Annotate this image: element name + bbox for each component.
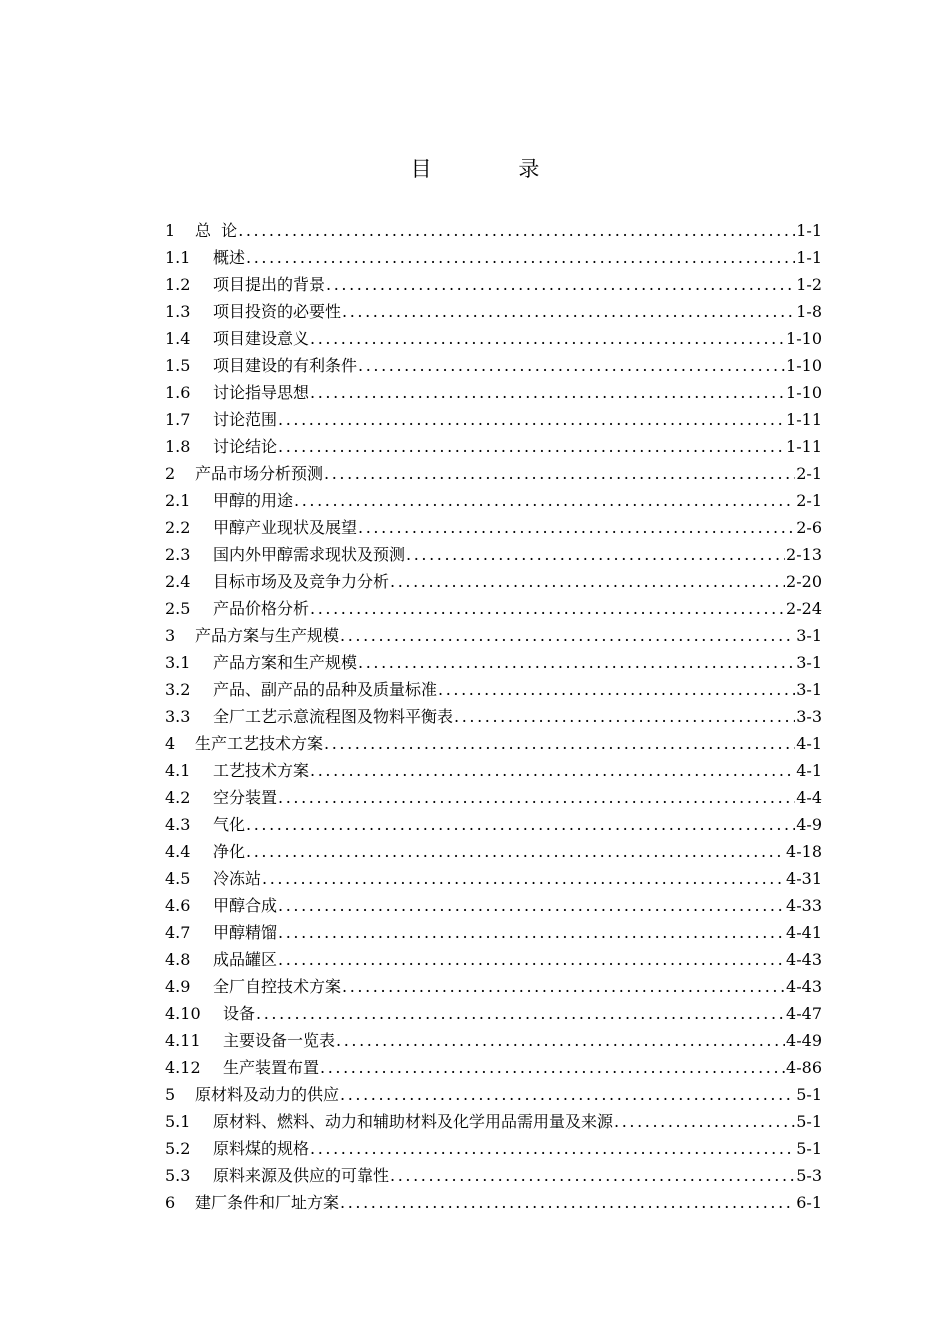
toc-entry-page: 1-10 — [786, 356, 822, 375]
toc-entry-number: 4.11 — [165, 1031, 201, 1050]
toc-leader-dots — [358, 649, 795, 676]
toc-entry-number: 1.1 — [165, 248, 191, 267]
toc-leader-dots — [246, 838, 785, 865]
toc-entry[interactable] — [165, 1081, 822, 1108]
toc-entry[interactable] — [165, 757, 822, 784]
toc-entry[interactable] — [165, 703, 822, 730]
toc-leader-dots — [340, 1081, 795, 1108]
toc-entry-number: 4.10 — [165, 1004, 201, 1023]
toc-leader-dots — [340, 1189, 795, 1216]
toc-entry-page: 4-43 — [786, 950, 822, 969]
toc-entry-page: 3-1 — [796, 680, 822, 699]
toc-entry-page: 5-3 — [796, 1166, 822, 1185]
toc-entry[interactable] — [165, 865, 822, 892]
toc-leader-dots — [278, 919, 785, 946]
toc-entry[interactable] — [165, 379, 822, 406]
toc-leader-dots — [278, 892, 785, 919]
toc-entry-page: 4-49 — [786, 1031, 822, 1050]
toc-entry-title: 产品价格分析 — [213, 599, 310, 618]
toc-entry-page: 5-1 — [796, 1139, 822, 1158]
toc-leader-dots — [294, 487, 795, 514]
toc-entry-page: 4-33 — [786, 896, 822, 915]
toc-entry-page: 4-1 — [796, 761, 822, 780]
toc-leader-dots — [262, 865, 785, 892]
toc-entry[interactable] — [165, 406, 822, 433]
toc-entry-title: 全厂自控技术方案 — [213, 977, 342, 996]
toc-entry-number: 1.3 — [165, 302, 191, 321]
toc-entry-page: 2-1 — [796, 464, 822, 483]
toc-entry[interactable] — [165, 1027, 822, 1054]
toc-leader-dots — [454, 703, 795, 730]
toc-leader-dots — [358, 352, 785, 379]
toc-entry-number: 4.12 — [165, 1058, 201, 1077]
toc-leader-dots — [340, 622, 795, 649]
toc-entry-number: 2.2 — [165, 518, 191, 537]
toc-leader-dots — [342, 298, 795, 325]
toc-entry-number: 4.7 — [165, 923, 191, 942]
toc-entry-title: 原料来源及供应的可靠性 — [213, 1166, 390, 1185]
toc-entry-page: 4-4 — [796, 788, 822, 807]
toc-entry-page: 2-24 — [786, 599, 822, 618]
toc-leader-dots — [278, 406, 785, 433]
toc-entry[interactable] — [165, 1054, 822, 1081]
toc-leader-dots — [336, 1027, 785, 1054]
toc-entry-number: 4.6 — [165, 896, 191, 915]
toc-entry-number: 1.2 — [165, 275, 191, 294]
toc-entry-number: 1.4 — [165, 329, 191, 348]
toc-entry-number: 2.5 — [165, 599, 191, 618]
toc-entry-title: 甲醇产业现状及展望 — [213, 518, 358, 537]
toc-entry-title: 建厂条件和厂址方案 — [195, 1193, 340, 1212]
toc-entry[interactable] — [165, 1162, 822, 1189]
toc-entry-title: 产品方案与生产规模 — [195, 626, 340, 645]
toc-entry-number: 6 — [165, 1193, 176, 1212]
toc-entry-page: 1-11 — [786, 437, 822, 456]
toc-entry-page: 3-3 — [796, 707, 822, 726]
toc-entry-number: 1.5 — [165, 356, 191, 375]
toc-entry-title: 概述 — [213, 248, 246, 267]
toc-leader-dots — [390, 568, 785, 595]
toc-entry[interactable] — [165, 838, 822, 865]
toc-leader-dots — [278, 946, 785, 973]
toc-entry[interactable] — [165, 1189, 822, 1216]
toc-entry-title: 项目提出的背景 — [213, 275, 326, 294]
toc-entry[interactable] — [165, 730, 822, 757]
toc-entry-page: 1-11 — [786, 410, 822, 429]
toc-leader-dots — [256, 1000, 785, 1027]
toc-entry-title: 全厂工艺示意流程图及物料平衡表 — [213, 707, 454, 726]
toc-entry-title: 原材料及动力的供应 — [195, 1085, 340, 1104]
toc-entry-title: 冷冻站 — [213, 869, 262, 888]
toc-entry[interactable] — [165, 514, 822, 541]
toc-entry-title: 国内外甲醇需求现状及预测 — [213, 545, 406, 564]
toc-entry-page: 1-10 — [786, 383, 822, 402]
toc-entry-title: 原料煤的规格 — [213, 1139, 310, 1158]
toc-entry[interactable] — [165, 1135, 822, 1162]
toc-entry-title: 净化 — [213, 842, 246, 861]
toc-list — [165, 217, 822, 1216]
toc-entry[interactable] — [165, 811, 822, 838]
toc-entry-page: 1-2 — [796, 275, 822, 294]
toc-entry-page: 4-43 — [786, 977, 822, 996]
toc-leader-dots — [324, 460, 795, 487]
toc-entry-page: 4-31 — [786, 869, 822, 888]
toc-title: 目 录 — [410, 157, 580, 181]
toc-entry-page: 4-86 — [786, 1058, 822, 1077]
toc-entry-number: 4.4 — [165, 842, 191, 861]
toc-entry[interactable] — [165, 1108, 822, 1135]
toc-entry-number: 1.7 — [165, 410, 191, 429]
toc-entry[interactable] — [165, 595, 822, 622]
toc-leader-dots — [310, 1135, 795, 1162]
toc-entry-number: 4.8 — [165, 950, 191, 969]
toc-leader-dots — [406, 541, 785, 568]
toc-entry[interactable] — [165, 568, 822, 595]
toc-leader-dots — [310, 379, 785, 406]
toc-entry-title: 甲醇的用途 — [213, 491, 294, 510]
toc-entry-number: 5.1 — [165, 1112, 191, 1131]
toc-leader-dots — [238, 217, 795, 244]
toc-entry-number: 5.3 — [165, 1166, 191, 1185]
toc-entry-number: 4 — [165, 734, 176, 753]
toc-entry[interactable] — [165, 622, 822, 649]
toc-entry[interactable] — [165, 487, 822, 514]
toc-leader-dots — [324, 730, 795, 757]
toc-entry-page: 2-1 — [796, 491, 822, 510]
toc-entry[interactable] — [165, 946, 822, 973]
toc-entry-number: 4.9 — [165, 977, 191, 996]
toc-entry-title: 原材料、燃料、动力和辅助材料及化学用品需用量及来源 — [213, 1112, 614, 1131]
toc-leader-dots — [320, 1054, 785, 1081]
toc-entry-title: 空分装置 — [213, 788, 278, 807]
toc-entry-number: 3.2 — [165, 680, 191, 699]
toc-entry-title: 项目建设意义 — [213, 329, 310, 348]
toc-entry[interactable] — [165, 541, 822, 568]
toc-entry-number: 5.2 — [165, 1139, 191, 1158]
toc-entry-page: 1-1 — [796, 248, 822, 267]
toc-entry-number: 2.4 — [165, 572, 191, 591]
toc-entry-number: 3 — [165, 626, 176, 645]
toc-entry[interactable] — [165, 325, 822, 352]
toc-entry[interactable] — [165, 784, 822, 811]
toc-entry-number: 2.3 — [165, 545, 191, 564]
toc-entry-page: 2-20 — [786, 572, 822, 591]
toc-entry-page: 1-10 — [786, 329, 822, 348]
toc-entry-number: 4.3 — [165, 815, 191, 834]
toc-entry[interactable] — [165, 352, 822, 379]
toc-entry-page: 5-1 — [796, 1085, 822, 1104]
toc-entry-number: 3.3 — [165, 707, 191, 726]
toc-leader-dots — [278, 784, 795, 811]
toc-leader-dots — [438, 676, 795, 703]
toc-leader-dots — [326, 271, 795, 298]
toc-entry-title: 产品市场分析预测 — [195, 464, 324, 483]
toc-entry[interactable] — [165, 973, 822, 1000]
toc-entry-number: 4.1 — [165, 761, 191, 780]
toc-entry-page: 4-9 — [796, 815, 822, 834]
toc-leader-dots — [358, 514, 795, 541]
toc-entry-title: 产品、副产品的品种及质量标准 — [213, 680, 438, 699]
toc-entry-title: 气化 — [213, 815, 246, 834]
toc-leader-dots — [390, 1162, 795, 1189]
toc-entry-number: 2.1 — [165, 491, 191, 510]
toc-entry-number: 4.5 — [165, 869, 191, 888]
toc-entry-page: 2-13 — [786, 545, 822, 564]
toc-leader-dots — [310, 595, 785, 622]
toc-entry-title: 甲醇精馏 — [213, 923, 278, 942]
toc-entry[interactable] — [165, 649, 822, 676]
toc-entry[interactable] — [165, 676, 822, 703]
toc-entry-number: 5 — [165, 1085, 176, 1104]
toc-entry-number: 3.1 — [165, 653, 191, 672]
toc-entry-title: 甲醇合成 — [213, 896, 278, 915]
toc-entry-title: 项目建设的有利条件 — [213, 356, 358, 375]
toc-entry[interactable] — [165, 460, 822, 487]
toc-entry-title: 产品方案和生产规模 — [213, 653, 358, 672]
toc-entry-page: 1-1 — [796, 221, 822, 240]
toc-entry-title: 项目投资的必要性 — [213, 302, 342, 321]
toc-entry[interactable] — [165, 271, 822, 298]
toc-entry-page: 6-1 — [796, 1193, 822, 1212]
toc-leader-dots — [342, 973, 785, 1000]
toc-entry-number: 1.8 — [165, 437, 191, 456]
toc-entry-page: 3-1 — [796, 653, 822, 672]
toc-entry-page: 3-1 — [796, 626, 822, 645]
toc-entry[interactable] — [165, 244, 822, 271]
toc-entry[interactable] — [165, 217, 822, 244]
toc-entry-title: 生产装置布置 — [223, 1058, 320, 1077]
toc-entry-number: 2 — [165, 464, 176, 483]
toc-entry-title: 生产工艺技术方案 — [195, 734, 324, 753]
toc-entry-page: 4-41 — [786, 923, 822, 942]
toc-entry-page: 1-8 — [796, 302, 822, 321]
toc-entry-page: 4-18 — [786, 842, 822, 861]
toc-entry[interactable] — [165, 298, 822, 325]
toc-entry-number: 1.6 — [165, 383, 191, 402]
toc-entry-number: 1 — [165, 221, 176, 240]
toc-entry[interactable] — [165, 1000, 822, 1027]
toc-entry-page: 4-47 — [786, 1004, 822, 1023]
toc-leader-dots — [614, 1108, 795, 1135]
toc-entry-title: 讨论结论 — [213, 437, 278, 456]
toc-entry-title: 主要设备一览表 — [223, 1031, 336, 1050]
toc-entry-page: 2-6 — [796, 518, 822, 537]
toc-entry-number: 4.2 — [165, 788, 191, 807]
toc-leader-dots — [246, 811, 795, 838]
toc-leader-dots — [310, 325, 785, 352]
toc-entry-title: 讨论范围 — [213, 410, 278, 429]
toc-entry-page: 5-1 — [796, 1112, 822, 1131]
toc-entry[interactable] — [165, 433, 822, 460]
toc-entry-title: 讨论指导思想 — [213, 383, 310, 402]
toc-entry-title: 设备 — [223, 1004, 256, 1023]
toc-entry-title: 总 论 — [195, 221, 238, 240]
toc-entry-page: 4-1 — [796, 734, 822, 753]
toc-entry[interactable] — [165, 919, 822, 946]
toc-entry-title: 工艺技术方案 — [213, 761, 310, 780]
toc-leader-dots — [278, 433, 785, 460]
toc-entry-title: 成品罐区 — [213, 950, 278, 969]
toc-leader-dots — [246, 244, 795, 271]
toc-leader-dots — [310, 757, 795, 784]
toc-entry-title: 目标市场及及竞争力分析 — [213, 572, 390, 591]
toc-entry[interactable] — [165, 892, 822, 919]
